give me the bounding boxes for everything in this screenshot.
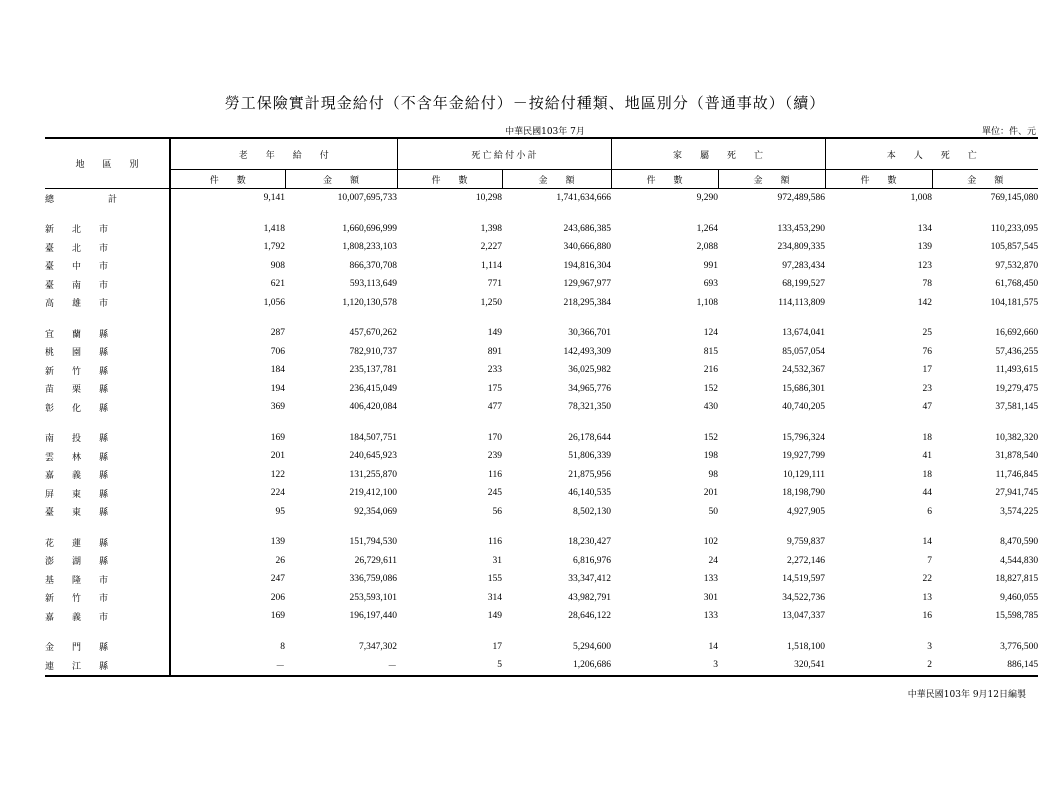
amount-cell: 26,729,611 — [354, 555, 398, 566]
count-cell: 247 — [170, 570, 285, 589]
count-cell: 1,264 — [696, 223, 719, 234]
count-cell: 1,108 — [696, 297, 719, 308]
region-cell: 臺 南 市 — [45, 279, 109, 290]
spacer-cell — [825, 521, 932, 533]
amount-cell: 18,827,815 — [995, 574, 1039, 585]
amount-cell: 3,574,225 — [1000, 506, 1039, 517]
count-cell: 233 — [487, 365, 503, 376]
table-row — [45, 656, 1038, 676]
region-cell: 新 竹 市 — [45, 593, 109, 604]
amount-cell: 1,518,100 — [787, 641, 826, 652]
spacer-cell — [611, 417, 718, 429]
table-row — [45, 429, 1038, 448]
amount-cell: 19,279,475 — [995, 383, 1039, 394]
count-cell: 908 — [170, 257, 285, 276]
table-row — [45, 533, 1038, 552]
spacer-cell — [611, 521, 718, 533]
count-cell: 169 — [170, 607, 285, 626]
count-cell: 169 — [170, 429, 285, 448]
count-cell: 18 — [922, 469, 933, 480]
count-cell: 18 — [922, 432, 933, 443]
count-cell: 301 — [703, 592, 719, 603]
amount-cell: 1,660,696,999 — [342, 223, 398, 234]
insured-death-header: 本 人 死 亡 — [825, 138, 1038, 170]
amount-cell: 11,493,615 — [995, 365, 1039, 376]
amount-cell: 972,489,586 — [777, 193, 826, 204]
count-cell: 142 — [917, 297, 933, 308]
compiled-date: 中華民國103年 9月12日編製 — [907, 690, 1026, 700]
amount-cell: 4,544,830 — [1000, 555, 1039, 566]
spacer-row — [45, 521, 1038, 533]
region-cell: 屏 東 縣 — [45, 488, 109, 499]
count-cell: 9,141 — [170, 189, 285, 208]
count-cell: 3 — [611, 656, 718, 676]
amount-cell: 184,507,751 — [349, 432, 398, 443]
count-cell: 1,114 — [480, 260, 503, 271]
count-cell: 3 — [927, 641, 933, 652]
count-cell: 245 — [487, 488, 503, 499]
count-cell: 155 — [487, 574, 503, 585]
count-header: 件 數 — [397, 170, 502, 189]
amount-cell: 1,741,634,666 — [556, 193, 612, 204]
spacer-cell — [285, 417, 397, 429]
table-row — [45, 275, 1038, 294]
table-row — [45, 484, 1038, 503]
count-cell: 95 — [170, 503, 285, 522]
amount-cell: 8,502,130 — [573, 506, 612, 517]
spacer-cell — [502, 312, 611, 324]
table-row — [45, 447, 1038, 466]
region-cell: 臺 東 縣 — [45, 507, 109, 518]
spacer-cell — [170, 208, 285, 220]
spacer-cell — [285, 521, 397, 533]
count-cell: 314 — [487, 592, 503, 603]
amount-cell: 34,522,736 — [782, 592, 826, 603]
count-cell: 139 — [170, 533, 285, 552]
amount-cell: 14,519,597 — [782, 574, 826, 585]
amount-cell: 40,740,205 — [782, 402, 826, 413]
count-cell: 891 — [487, 346, 503, 357]
table-row — [45, 607, 1038, 626]
count-cell: 123 — [917, 260, 933, 271]
count-cell: 134 — [917, 223, 933, 234]
amount-cell: 97,532,870 — [995, 260, 1039, 271]
amount-header: 金 額 — [932, 170, 1038, 189]
count-cell: 17 — [492, 641, 503, 652]
spacer-cell — [825, 312, 932, 324]
amount-cell: 68,199,527 — [782, 279, 826, 290]
page-title: 勞工保險實計現金給付（不含年金給付）－按給付種類、地區別分（普通事故）（續） — [224, 94, 826, 112]
count-cell: 194 — [170, 380, 285, 399]
amount-cell: 457,670,262 — [349, 328, 398, 339]
amount-cell: 218,295,384 — [563, 297, 612, 308]
amount-cell: 406,420,084 — [349, 402, 398, 413]
amount-cell: 33,347,412 — [568, 574, 612, 585]
table-row — [45, 552, 1038, 571]
table-row — [45, 294, 1038, 313]
spacer-cell — [932, 417, 1038, 429]
statistics-table — [45, 137, 1038, 677]
count-cell: 24 — [708, 555, 719, 566]
amount-cell: － — [285, 656, 397, 676]
spacer-cell — [825, 626, 932, 638]
amount-cell: 196,197,440 — [349, 611, 398, 622]
amount-cell: 15,598,785 — [995, 611, 1039, 622]
spacer-cell — [397, 521, 502, 533]
count-cell: 216 — [703, 365, 719, 376]
spacer-cell — [502, 626, 611, 638]
table-row — [45, 380, 1038, 399]
spacer-cell — [718, 521, 825, 533]
table-row — [45, 466, 1038, 485]
spacer-cell — [611, 626, 718, 638]
death-benefit-subtotal-header: 死 亡 給 付 小 計 — [397, 138, 611, 170]
table-row — [45, 343, 1038, 362]
region-cell: 高 雄 市 — [45, 298, 109, 309]
count-cell: 9,290 — [696, 193, 719, 204]
count-cell: 16 — [922, 611, 933, 622]
amount-cell: 92,354,069 — [354, 506, 398, 517]
table-row — [45, 220, 1038, 239]
amount-cell: 15,796,324 — [782, 432, 826, 443]
count-cell: 991 — [703, 260, 719, 271]
spacer-cell — [170, 312, 285, 324]
count-cell: 116 — [488, 469, 503, 480]
count-cell: 815 — [703, 346, 719, 357]
spacer-cell — [45, 208, 170, 220]
spacer-cell — [825, 417, 932, 429]
count-cell: － — [170, 656, 285, 676]
region-cell: 嘉 義 市 — [45, 611, 109, 622]
amount-cell: 866,370,708 — [349, 260, 398, 271]
count-cell: 14 — [708, 641, 719, 652]
table-body — [45, 189, 1038, 676]
spacer-cell — [397, 208, 502, 220]
region-cell: 澎 湖 縣 — [45, 556, 109, 567]
count-cell: 25 — [922, 328, 933, 339]
amount-cell: 61,768,450 — [995, 279, 1039, 290]
amount-cell: 8,470,590 — [1000, 537, 1039, 548]
spacer-cell — [397, 312, 502, 324]
amount-cell: 114,113,809 — [778, 297, 826, 308]
amount-cell: 21,875,956 — [568, 469, 612, 480]
count-cell: 201 — [703, 488, 719, 499]
region-cell: 花 蓮 縣 — [45, 537, 109, 548]
count-cell: 771 — [487, 279, 503, 290]
spacer-cell — [170, 626, 285, 638]
amount-cell: 219,412,100 — [349, 488, 398, 499]
amount-cell: 3,776,500 — [1000, 641, 1039, 652]
region-cell: 桃 園 縣 — [45, 347, 109, 358]
amount-cell: 336,759,086 — [349, 574, 398, 585]
count-cell: 2,227 — [480, 242, 503, 253]
amount-header: 金 額 — [502, 170, 611, 189]
unit-label: 單位：件、元 — [981, 127, 1036, 137]
region-cell: 總 計 — [45, 193, 118, 204]
count-cell: 44 — [922, 488, 933, 499]
table-row — [45, 398, 1038, 417]
count-cell: 116 — [488, 537, 503, 548]
count-cell: 184 — [170, 361, 285, 380]
count-cell: 122 — [170, 466, 285, 485]
amount-cell: 57,436,255 — [995, 346, 1039, 357]
count-cell: 133 — [703, 574, 719, 585]
count-cell: 287 — [170, 324, 285, 343]
count-cell: 1,008 — [910, 193, 933, 204]
count-cell: 198 — [703, 451, 719, 462]
spacer-cell — [285, 626, 397, 638]
spacer-row — [45, 417, 1038, 429]
count-cell: 1,398 — [480, 223, 503, 234]
count-cell: 133 — [703, 611, 719, 622]
amount-cell: 782,910,737 — [349, 346, 398, 357]
amount-cell: 105,857,545 — [990, 242, 1039, 253]
amount-cell: 46,140,535 — [568, 488, 612, 499]
spacer-cell — [502, 417, 611, 429]
spacer-cell — [285, 312, 397, 324]
count-cell: 152 — [703, 432, 719, 443]
spacer-cell — [825, 208, 932, 220]
count-cell: 31 — [492, 555, 503, 566]
count-cell: 50 — [708, 506, 719, 517]
spacer-cell — [285, 208, 397, 220]
table-row — [45, 189, 1038, 208]
region-cell: 臺 中 市 — [45, 261, 109, 272]
table-row — [45, 257, 1038, 276]
count-cell: 8 — [170, 638, 285, 657]
spacer-cell — [611, 208, 718, 220]
amount-cell: 13,674,041 — [782, 328, 826, 339]
region-cell: 基 隆 市 — [45, 574, 109, 585]
count-cell: 6 — [927, 506, 933, 517]
region-cell: 彰 化 縣 — [45, 402, 109, 413]
count-cell: 2 — [825, 656, 932, 676]
amount-cell: 6,816,976 — [573, 555, 612, 566]
amount-cell: 28,646,122 — [568, 611, 612, 622]
spacer-cell — [397, 626, 502, 638]
amount-cell: 240,645,923 — [349, 451, 398, 462]
amount-cell: 85,057,054 — [782, 346, 826, 357]
region-cell: 南 投 縣 — [45, 433, 109, 444]
count-cell: 17 — [922, 365, 933, 376]
spacer-cell — [45, 312, 170, 324]
count-cell: 477 — [487, 402, 503, 413]
family-death-header: 家 屬 死 亡 — [611, 138, 825, 170]
count-cell: 430 — [703, 402, 719, 413]
count-cell: 76 — [922, 346, 933, 357]
amount-cell: 43,982,791 — [568, 592, 612, 603]
spacer-row — [45, 626, 1038, 638]
count-cell: 22 — [922, 574, 933, 585]
count-cell: 206 — [170, 589, 285, 608]
count-cell: 149 — [487, 328, 503, 339]
amount-cell: 142,493,309 — [563, 346, 612, 357]
amount-cell: 129,967,977 — [563, 279, 612, 290]
count-cell: 41 — [922, 451, 933, 462]
period-label: 中華民國103年 7月 — [505, 127, 585, 137]
amount-cell: 78,321,350 — [568, 402, 612, 413]
amount-cell: 4,927,905 — [787, 506, 826, 517]
spacer-cell — [170, 521, 285, 533]
count-cell: 98 — [708, 469, 719, 480]
amount-cell: 194,816,304 — [563, 260, 612, 271]
amount-cell: 234,809,335 — [777, 242, 826, 253]
amount-cell: 235,137,781 — [349, 365, 398, 376]
count-cell: 170 — [487, 432, 503, 443]
amount-cell: 769,145,080 — [990, 193, 1039, 204]
count-header: 件 數 — [611, 170, 718, 189]
count-cell: 124 — [703, 328, 719, 339]
count-cell: 2,088 — [696, 242, 719, 253]
region-cell: 臺 北 市 — [45, 242, 109, 253]
count-cell: 693 — [703, 279, 719, 290]
amount-cell: 30,366,701 — [568, 328, 612, 339]
count-cell: 149 — [487, 611, 503, 622]
table-row — [45, 324, 1038, 343]
count-cell: 56 — [492, 506, 503, 517]
spacer-cell — [718, 626, 825, 638]
count-cell: 10,298 — [475, 193, 503, 204]
count-cell: 175 — [487, 383, 503, 394]
amount-cell: 10,129,111 — [783, 469, 826, 480]
spacer-cell — [718, 208, 825, 220]
count-cell: 102 — [703, 537, 719, 548]
spacer-row — [45, 208, 1038, 220]
amount-cell: 16,692,660 — [995, 328, 1039, 339]
amount-cell: 9,460,055 — [1000, 592, 1039, 603]
table-row — [45, 589, 1038, 608]
amount-cell: 131,255,870 — [349, 469, 398, 480]
amount-cell: 1,206,686 — [502, 656, 611, 676]
spacer-cell — [397, 417, 502, 429]
region-cell: 苗 栗 縣 — [45, 384, 109, 395]
spacer-cell — [502, 208, 611, 220]
count-cell: 1,056 — [170, 294, 285, 313]
amount-header: 金 額 — [718, 170, 825, 189]
amount-cell: 31,878,540 — [995, 451, 1039, 462]
spacer-cell — [170, 417, 285, 429]
spacer-cell — [718, 312, 825, 324]
amount-cell: 51,806,339 — [568, 451, 612, 462]
amount-cell: 10,007,695,733 — [337, 193, 398, 204]
amount-cell: 104,181,575 — [990, 297, 1039, 308]
amount-cell: 253,593,101 — [349, 592, 398, 603]
spacer-cell — [932, 626, 1038, 638]
amount-cell: 18,230,427 — [568, 537, 612, 548]
amount-cell: 15,686,301 — [782, 383, 826, 394]
amount-cell: 2,272,146 — [787, 555, 826, 566]
count-cell: 706 — [170, 343, 285, 362]
amount-cell: 13,047,337 — [782, 611, 826, 622]
count-cell: 47 — [922, 402, 933, 413]
amount-cell: 37,581,145 — [995, 402, 1039, 413]
spacer-cell — [45, 626, 170, 638]
count-header: 件 數 — [825, 170, 932, 189]
spacer-cell — [718, 417, 825, 429]
count-cell: 1,792 — [170, 238, 285, 257]
amount-cell: 886,145 — [932, 656, 1038, 676]
amount-cell: 18,198,790 — [782, 488, 826, 499]
count-cell: 26 — [170, 552, 285, 571]
count-cell: 7 — [927, 555, 933, 566]
count-cell: 1,418 — [170, 220, 285, 239]
amount-cell: 133,453,290 — [777, 223, 826, 234]
amount-cell: 243,686,385 — [563, 223, 612, 234]
count-header: 件 數 — [170, 170, 285, 189]
amount-cell: 1,120,130,578 — [342, 297, 398, 308]
table-row — [45, 638, 1038, 657]
count-cell: 224 — [170, 484, 285, 503]
amount-cell: 9,759,837 — [787, 537, 826, 548]
table-row — [45, 503, 1038, 522]
amount-cell: 34,965,776 — [568, 383, 612, 394]
spacer-row — [45, 312, 1038, 324]
amount-cell: 5,294,600 — [573, 641, 612, 652]
amount-cell: 24,532,367 — [782, 365, 826, 376]
amount-cell: 10,382,320 — [995, 432, 1039, 443]
amount-cell: 7,347,302 — [359, 641, 398, 652]
amount-cell: 110,233,095 — [990, 223, 1039, 234]
amount-cell: 1,808,233,103 — [342, 242, 398, 253]
amount-cell: 593,113,649 — [349, 279, 398, 290]
amount-cell: 236,415,049 — [349, 383, 398, 394]
amount-cell: 11,746,845 — [995, 469, 1039, 480]
count-cell: 78 — [922, 279, 933, 290]
spacer-cell — [502, 521, 611, 533]
region-cell: 宜 蘭 縣 — [45, 328, 109, 339]
count-cell: 621 — [170, 275, 285, 294]
amount-cell: 19,927,799 — [782, 451, 826, 462]
region-cell: 新 北 市 — [45, 224, 109, 235]
spacer-cell — [932, 312, 1038, 324]
region-cell: 新 竹 縣 — [45, 365, 109, 376]
amount-cell: 320,541 — [718, 656, 825, 676]
count-cell: 369 — [170, 398, 285, 417]
region-cell: 雲 林 縣 — [45, 451, 109, 462]
region-cell: 嘉 義 縣 — [45, 470, 109, 481]
spacer-cell — [611, 312, 718, 324]
count-cell: 152 — [703, 383, 719, 394]
table-row — [45, 238, 1038, 257]
region-cell: 連 江 縣 — [45, 656, 170, 676]
amount-cell: 151,794,530 — [349, 537, 398, 548]
count-cell: 1,250 — [480, 297, 503, 308]
count-cell: 5 — [397, 656, 502, 676]
table-row — [45, 361, 1038, 380]
spacer-cell — [932, 208, 1038, 220]
table-row — [45, 570, 1038, 589]
count-cell: 23 — [922, 383, 933, 394]
count-cell: 14 — [922, 537, 933, 548]
spacer-cell — [45, 417, 170, 429]
amount-cell: 27,941,745 — [995, 488, 1039, 499]
amount-cell: 36,025,982 — [568, 365, 612, 376]
amount-cell: 97,283,434 — [782, 260, 826, 271]
count-cell: 201 — [170, 447, 285, 466]
spacer-cell — [45, 521, 170, 533]
region-cell: 金 門 縣 — [45, 642, 109, 653]
amount-header: 金 額 — [285, 170, 397, 189]
spacer-cell — [932, 521, 1038, 533]
count-cell: 13 — [922, 592, 933, 603]
amount-cell: 26,178,644 — [568, 432, 612, 443]
region-header: 地 區 別 — [45, 138, 170, 189]
count-cell: 139 — [917, 242, 933, 253]
amount-cell: 340,666,880 — [563, 242, 612, 253]
count-cell: 239 — [487, 451, 503, 462]
old-age-benefit-header: 老 年 給 付 — [170, 138, 397, 170]
